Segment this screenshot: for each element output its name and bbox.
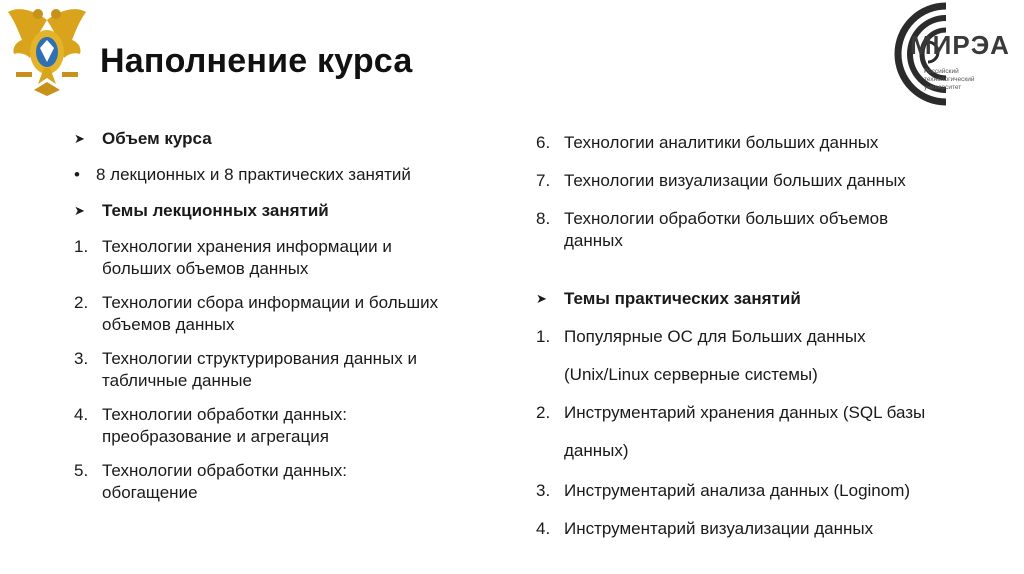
list-item-line: (Unix/Linux серверные системы) <box>564 365 818 384</box>
arrow-bullet-icon: ➤ <box>74 203 85 218</box>
list-item-text <box>564 402 996 462</box>
list-item <box>74 236 464 280</box>
list-item-text: Технологии хранения информации и больших объемов данных <box>102 237 392 278</box>
list-item-text <box>564 326 996 386</box>
list-number: 2. <box>536 403 551 422</box>
list-number: 2. <box>74 293 89 312</box>
list-item-text: Инструментарий визуализации данных <box>564 519 874 538</box>
list-number: 6. <box>536 133 551 152</box>
list-item <box>74 348 474 392</box>
list-number: 8. <box>536 209 551 228</box>
list-item-text: Технологии структурирования данных и табличные данные <box>102 349 417 390</box>
list-item-text: Технологии обработки больших объемов данных <box>564 209 889 250</box>
practice-heading-row <box>536 288 801 310</box>
arrow-bullet-icon: ➤ <box>74 131 85 146</box>
list-number: 7. <box>536 171 551 190</box>
mirea-logo <box>866 2 1024 106</box>
list-item <box>74 292 494 336</box>
eagle-emblem-icon <box>4 2 90 98</box>
volume-heading-row <box>74 128 212 150</box>
list-item <box>74 404 434 448</box>
bullet-dot-icon: • <box>74 165 80 184</box>
lecture-heading: Темы лекционных занятий <box>102 201 329 220</box>
list-number: 1. <box>536 327 551 346</box>
list-item <box>536 326 996 386</box>
list-number: 3. <box>74 349 89 368</box>
list-item <box>536 480 996 502</box>
list-number: 1. <box>74 237 89 256</box>
list-number: 3. <box>536 481 551 500</box>
list-item-line: данных) <box>564 441 629 460</box>
list-item-text: Технологии сбора информации и больших объемов данных <box>102 293 439 334</box>
list-item-text: Технологии обработки данных: обогащение <box>102 461 347 502</box>
list-item-text: Технологии обработки данных: преобразование и агрегация <box>102 405 347 446</box>
logo-name: МИРЭА <box>910 30 1010 60</box>
list-item <box>536 132 996 154</box>
page-title: Наполнение курса <box>100 42 413 80</box>
list-item <box>74 460 414 504</box>
list-item <box>536 170 996 192</box>
lecture-heading-row <box>74 200 329 222</box>
list-item-text: Технологии аналитики больших данных <box>564 133 879 152</box>
arrow-bullet-icon: ➤ <box>536 291 547 306</box>
list-number: 5. <box>74 461 89 480</box>
volume-text-row <box>74 164 411 186</box>
list-number: 4. <box>536 519 551 538</box>
list-item-line: Инструментарий хранения данных (SQL базы <box>564 403 926 422</box>
list-number: 4. <box>74 405 89 424</box>
list-item <box>536 402 996 462</box>
list-item-text: Инструментарий анализа данных (Loginom) <box>564 481 911 500</box>
volume-heading: Объем курса <box>102 129 212 148</box>
list-item <box>536 518 996 540</box>
list-item-text: Технологии визуализации больших данных <box>564 171 906 190</box>
volume-text: 8 лекционных и 8 практических занятий <box>96 165 411 184</box>
practice-heading: Темы практических занятий <box>564 289 801 308</box>
list-item-line: Популярные ОС для Больших данных <box>564 327 866 346</box>
list-item <box>536 208 946 252</box>
logo-subtitle: Российский технологический университет <box>924 68 975 91</box>
